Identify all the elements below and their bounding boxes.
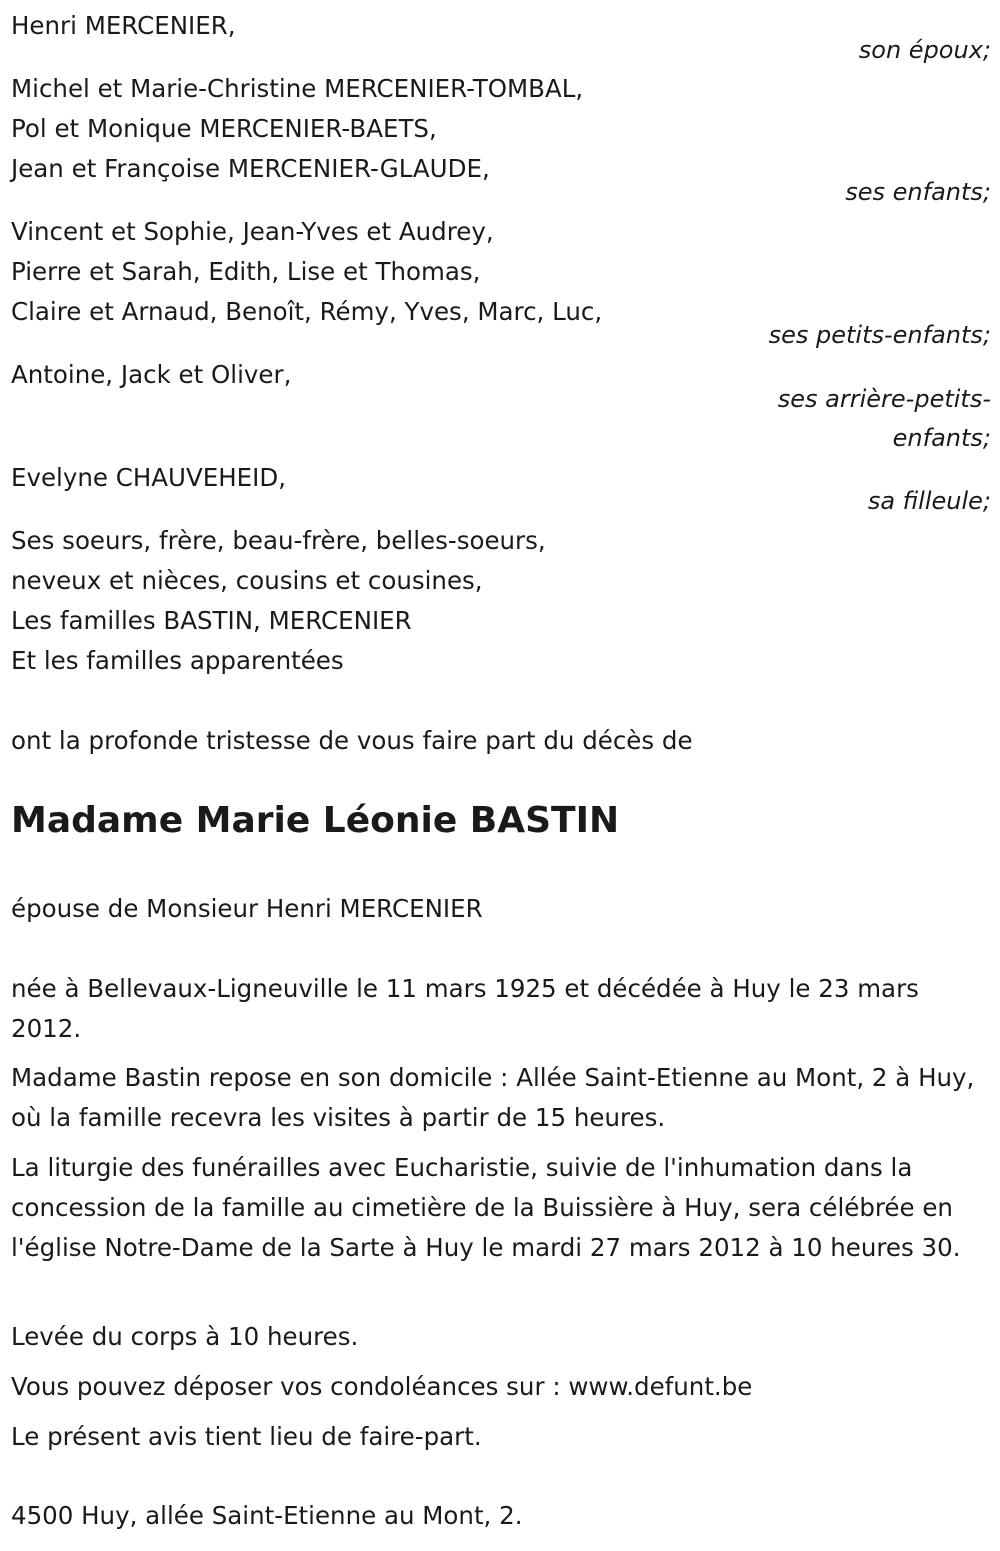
address: 4500 Huy, allée Saint-Etienne au Mont, 2.: [11, 1501, 523, 1530]
repose-details: Madame Bastin repose en son domicile : Allée Saint-Etienne au Mont, 2 à Huy, où la famille recevra les visites à partir de 15 heures.: [11, 1063, 975, 1132]
children-role: ses enfants;: [845, 178, 991, 206]
others-line-4: Et les familles apparentées: [11, 646, 344, 675]
grandchildren-name-1: Vincent et Sophie, Jean-Yves et Audrey,: [11, 217, 494, 246]
deceased-spouse-line: épouse de Monsieur Henri MERCENIER: [11, 894, 483, 923]
condolences-line: Vous pouvez déposer vos condoléances sur : www.defunt.be: [11, 1372, 753, 1401]
others-line-3: Les familles BASTIN, MERCENIER: [11, 606, 412, 635]
birth-death-details: née à Bellevaux-Ligneuville le 11 mars 1925 et décédée à Huy le 23 mars 2012.: [11, 974, 919, 1043]
children-name-3: Jean et Françoise MERCENIER-GLAUDE,: [11, 154, 490, 183]
great-grandchildren-name: Antoine, Jack et Oliver,: [11, 360, 292, 389]
funeral-details: La liturgie des funérailles avec Eucharistie, suivie de l'inhumation dans la concession de la famille au cimetière de la Buissière à Huy, sera célébrée en l'église Notre-Dame de la Sarte à Huy le mardi 27 mars 2012 à 10 heures 30.: [11, 1153, 961, 1262]
others-line-2: neveux et nièces, cousins et cousines,: [11, 566, 483, 595]
grandchildren-name-2: Pierre et Sarah, Edith, Lise et Thomas,: [11, 257, 481, 286]
deceased-name: Madame Marie Léonie BASTIN: [11, 800, 620, 841]
children-name-1: Michel et Marie-Christine MERCENIER-TOMBAL,: [11, 74, 584, 103]
goddaughter-name: Evelyne CHAUVEHEID,: [11, 463, 286, 492]
grandchildren-role: ses petits-enfants;: [768, 321, 991, 349]
children-name-2: Pol et Monique MERCENIER-BAETS,: [11, 114, 437, 143]
notice-statement: Le présent avis tient lieu de faire-part.: [11, 1422, 482, 1451]
spouse-name: Henri MERCENIER,: [11, 11, 236, 40]
goddaughter-role: sa filleule;: [867, 487, 991, 515]
great-grandchildren-role-line1: ses arrière-petits-: [777, 385, 991, 413]
announcement-text: ont la profonde tristesse de vous faire part du décès de: [11, 726, 693, 755]
body-removal: Levée du corps à 10 heures.: [11, 1322, 359, 1351]
grandchildren-name-3: Claire et Arnaud, Benoît, Rémy, Yves, Marc, Luc,: [11, 297, 603, 326]
spouse-role: son époux;: [858, 36, 991, 64]
others-line-1: Ses soeurs, frère, beau-frère, belles-soeurs,: [11, 526, 546, 555]
great-grandchildren-role-line2: enfants;: [892, 424, 991, 452]
